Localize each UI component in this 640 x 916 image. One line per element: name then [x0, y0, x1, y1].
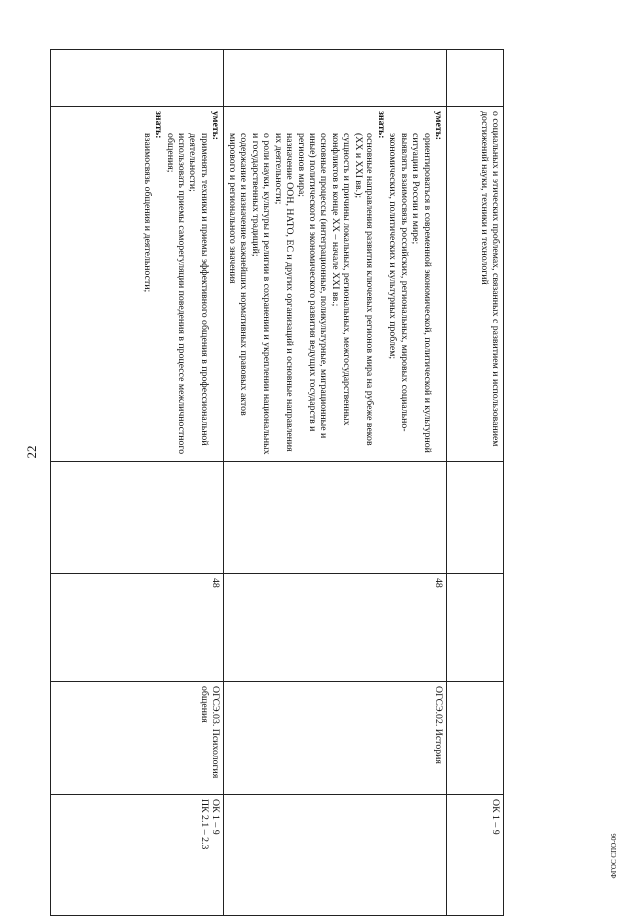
umet-label: уметь:	[210, 111, 222, 141]
competency-cell	[51, 795, 224, 916]
desc-cell	[447, 107, 504, 462]
discipline-cell	[447, 682, 504, 795]
competency-text: ПК 2.1 – 2.3	[198, 799, 210, 850]
znat-line: взаимосвязь общения и деятельности;	[141, 133, 153, 293]
code-cell	[447, 50, 504, 107]
hours-cell	[224, 574, 447, 682]
umet-line: применять техники и приемы эффективного общения в профессиональной деятельности;	[187, 133, 210, 446]
discipline-name: ОГСЭ.02. История	[433, 686, 444, 764]
znat-line: основные направления развития ключевых регионов мира на рубеже веков (XX и XXI вв.);	[352, 133, 376, 446]
discipline-name: ОГСЭ.03. Психология общения	[198, 686, 222, 779]
hours-value: 48	[210, 578, 222, 588]
desc-text: о социальных и этических проблемах, связанных с развитием и использованием достижений науки, техники и технологий	[478, 111, 501, 447]
desc-cell	[224, 107, 447, 462]
footer-code: ФГОС СПО-06	[610, 833, 618, 879]
znat-line: содержание и назначение важнейших нормативных правовых актов мирового и регионального значения	[226, 133, 250, 416]
code-cell	[224, 50, 447, 107]
empty-cell	[447, 462, 504, 574]
table-row	[51, 50, 224, 916]
hours-cell	[447, 574, 504, 682]
competency-cell	[447, 795, 504, 916]
hours-cell	[51, 574, 224, 682]
rotated-table-wrapper	[88, 49, 504, 861]
competency-table	[50, 49, 504, 916]
desc-cell	[51, 107, 224, 462]
table-row	[447, 50, 504, 916]
znat-line: основные процессы (интеграционные, поликультурные, миграционные и иные) политического и экономического развития ведущих государств и регионов мира;	[295, 133, 330, 439]
table-row	[224, 50, 447, 916]
competency-text: ОК 1 – 9	[490, 799, 501, 835]
umet-label: уметь:	[433, 111, 444, 141]
hours-value: 48	[433, 578, 444, 588]
znat-label: знать:	[153, 111, 165, 139]
znat-line: сущность и причины локальных, региональных, межгосударственных конфликтов в конце XX – начале XXI вв.;	[329, 133, 353, 426]
empty-cell	[224, 462, 447, 574]
znat-label: знать:	[375, 111, 387, 139]
competency-cell	[224, 795, 447, 916]
discipline-cell	[51, 682, 224, 795]
umet-line: ориентироваться в современной экономической, политической и культурной ситуации в России и мире;	[410, 133, 433, 453]
competency-text: ОК 1 – 9	[210, 799, 222, 835]
znat-line: о роли науки, культуры и религии в сохранении и укреплении национальных и государственных традиций;	[249, 133, 273, 455]
code-cell	[51, 50, 224, 107]
umet-line: выявлять взаимосвязь российских, региональных, мировых социально-экономических, политических и культурных проблем;	[387, 133, 410, 432]
empty-cell	[51, 462, 224, 574]
znat-line: назначение ООН, НАТО, ЕС и других организаций и основные направления их деятельности;	[272, 133, 296, 452]
discipline-cell	[224, 682, 447, 795]
umet-line: использовать приемы саморегуляции поведения в процессе межличностного общения;	[164, 133, 188, 455]
page-number: 22	[24, 445, 39, 459]
